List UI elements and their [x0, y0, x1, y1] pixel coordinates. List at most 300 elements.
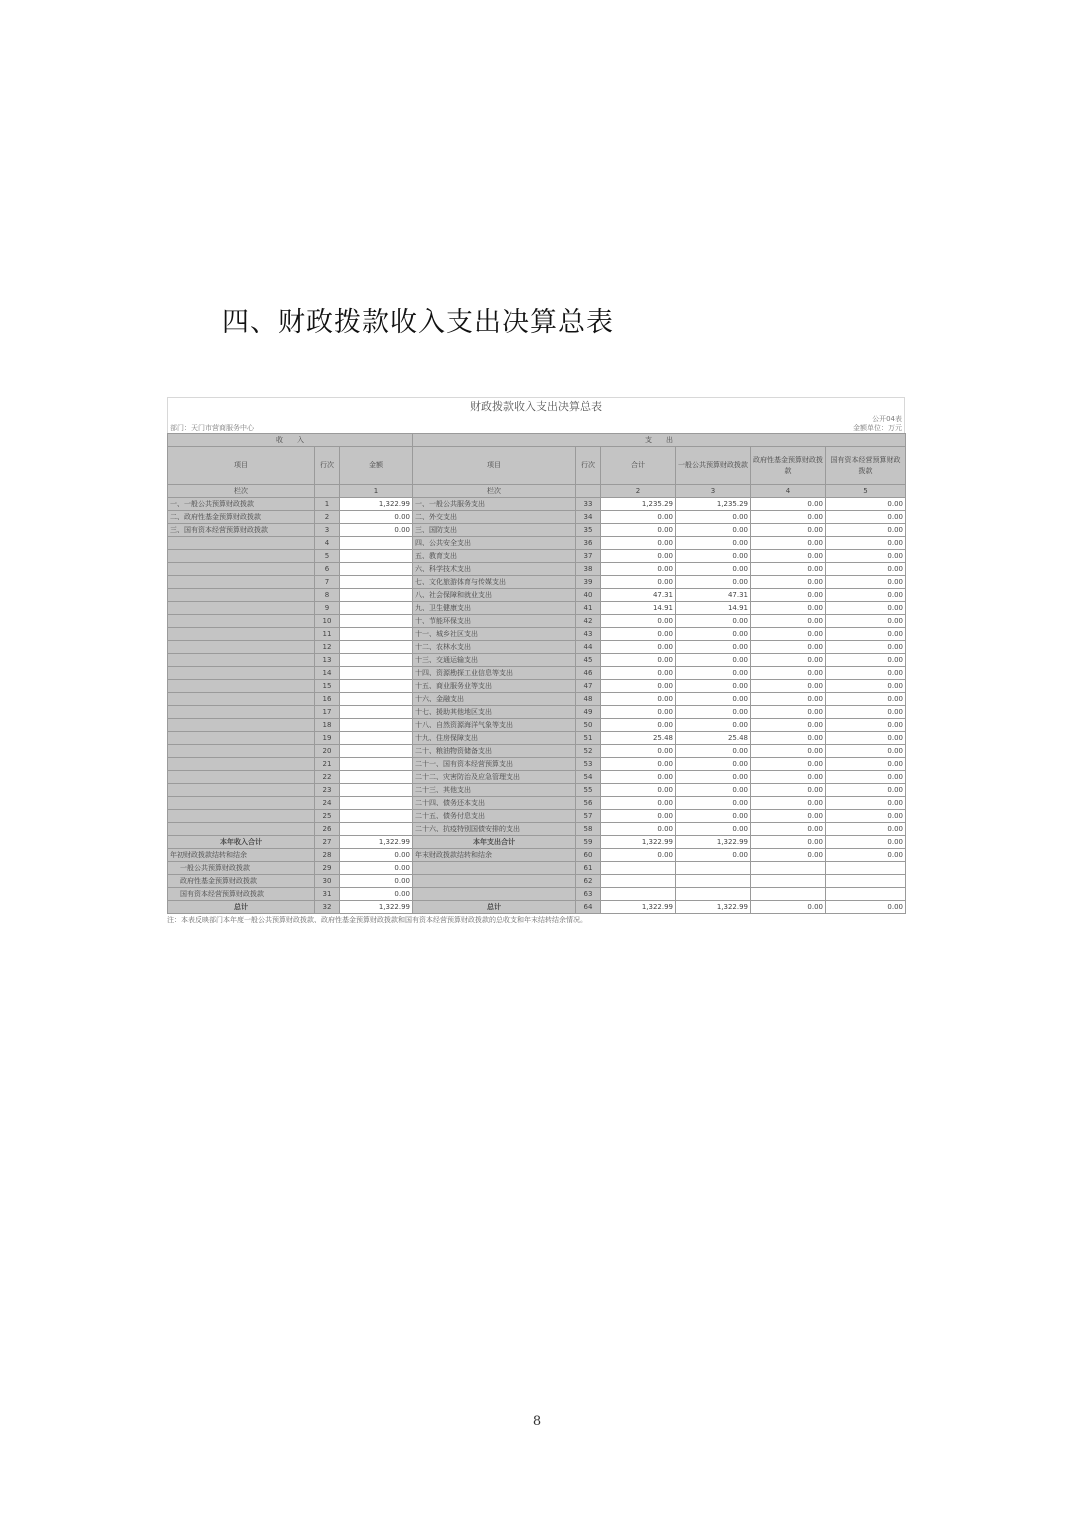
table-cell: 0.00	[826, 771, 906, 784]
table-cell: 0.00	[751, 563, 826, 576]
table-row	[168, 719, 906, 732]
table-cell: 本年收入合计	[168, 836, 315, 849]
table-cell	[340, 823, 413, 836]
table-cell	[340, 771, 413, 784]
table-cell: 0.00	[601, 823, 676, 836]
table-cell	[168, 732, 315, 745]
table-cell: 57	[576, 810, 601, 823]
table-cell: 0.00	[601, 524, 676, 537]
table-cell: 25	[315, 810, 340, 823]
table-cell	[168, 784, 315, 797]
table-cell: 36	[576, 537, 601, 550]
table-cell	[601, 875, 676, 888]
table-cell: 0.00	[601, 680, 676, 693]
table-row	[168, 797, 906, 810]
table-cell: 0.00	[601, 667, 676, 680]
table-cell	[413, 862, 576, 875]
table-cell: 38	[576, 563, 601, 576]
table-cell: 二十五、债务付息支出	[413, 810, 576, 823]
table-cell: 0.00	[751, 719, 826, 732]
column-header-row	[168, 447, 906, 485]
table-cell: 14	[315, 667, 340, 680]
col-state-capital: 国有资本经营预算财政拨款	[826, 447, 906, 485]
col-item: 项目	[168, 447, 315, 485]
table-cell: 1,322.99	[340, 498, 413, 511]
table-cell: 0.00	[826, 680, 906, 693]
table-cell: 十、节能环保支出	[413, 615, 576, 628]
table-cell: 0.00	[751, 498, 826, 511]
table-cell: 40	[576, 589, 601, 602]
department: 部门：天门市营商服务中心	[170, 424, 254, 432]
table-cell: 25.48	[601, 732, 676, 745]
table-cell: 1,235.29	[601, 498, 676, 511]
section-header-row	[168, 434, 906, 447]
table-cell: 0.00	[601, 628, 676, 641]
table-cell: 年初财政拨款结转和结余	[168, 849, 315, 862]
table-cell: 0.00	[751, 836, 826, 849]
table-cell: 0.00	[676, 511, 751, 524]
table-cell: 52	[576, 745, 601, 758]
table-cell: 49	[576, 706, 601, 719]
table-cell: 46	[576, 667, 601, 680]
table-cell: 17	[315, 706, 340, 719]
table-cell: 0.00	[826, 498, 906, 511]
col-line: 行次	[315, 447, 340, 485]
table-cell: 0.00	[340, 849, 413, 862]
table-row	[168, 745, 906, 758]
table-cell: 1	[315, 498, 340, 511]
table-cell	[340, 537, 413, 550]
table-cell: 0.00	[340, 875, 413, 888]
form-code-row	[167, 415, 905, 424]
table-cell	[168, 641, 315, 654]
table-cell	[340, 719, 413, 732]
table-cell: 0.00	[676, 628, 751, 641]
table-cell: 0.00	[676, 576, 751, 589]
table-row	[168, 810, 906, 823]
table-cell: 0.00	[826, 550, 906, 563]
table-cell: 28	[315, 849, 340, 862]
table-cell	[168, 550, 315, 563]
table-cell: 0.00	[601, 771, 676, 784]
lanci-blank	[315, 485, 340, 498]
table-cell: 0.00	[826, 849, 906, 862]
lanci-c1: 1	[340, 485, 413, 498]
lanci-row	[168, 485, 906, 498]
table-cell	[168, 615, 315, 628]
table-cell: 7	[315, 576, 340, 589]
table-cell: 63	[576, 888, 601, 901]
table-cell: 0.00	[676, 641, 751, 654]
table-cell: 54	[576, 771, 601, 784]
table-cell: 61	[576, 862, 601, 875]
table-cell: 0.00	[340, 511, 413, 524]
table-cell: 0.00	[826, 563, 906, 576]
table-cell: 51	[576, 732, 601, 745]
table-cell: 0.00	[751, 654, 826, 667]
table-cell: 12	[315, 641, 340, 654]
table-cell	[168, 628, 315, 641]
table-cell: 34	[576, 511, 601, 524]
table-cell: 47	[576, 680, 601, 693]
table-cell: 0.00	[601, 615, 676, 628]
table-cell: 二十三、其他支出	[413, 784, 576, 797]
table-cell: 二、外交支出	[413, 511, 576, 524]
table-cell: 二十六、抗疫特别国债安排的支出	[413, 823, 576, 836]
table-cell: 十九、住房保障支出	[413, 732, 576, 745]
table-row	[168, 563, 906, 576]
table-cell: 0.00	[751, 758, 826, 771]
table-row	[168, 524, 906, 537]
table-row	[168, 641, 906, 654]
table-cell: 31	[315, 888, 340, 901]
lanci-label2: 栏次	[413, 485, 576, 498]
table-note: 注：本表反映部门本年度一般公共预算财政拨款、政府性基金预算财政拨款和国有资本经营预算财政拨款的总收支和年末结转结余情况。	[167, 916, 587, 924]
table-cell: 0.00	[751, 511, 826, 524]
table-cell: 47.31	[601, 589, 676, 602]
table-cell: 13	[315, 654, 340, 667]
table-cell: 22	[315, 771, 340, 784]
table-cell: 0.00	[826, 784, 906, 797]
table-cell: 0.00	[676, 745, 751, 758]
table-cell	[168, 602, 315, 615]
table-cell: 一、一般公共预算财政拨款	[168, 498, 315, 511]
table-cell: 16	[315, 693, 340, 706]
table-cell: 26	[315, 823, 340, 836]
table-cell: 0.00	[340, 888, 413, 901]
table-cell: 3	[315, 524, 340, 537]
table-cell: 29	[315, 862, 340, 875]
table-cell: 1,322.99	[340, 901, 413, 914]
table-cell: 二十二、灾害防治及应急管理支出	[413, 771, 576, 784]
table-row	[168, 498, 906, 511]
table-cell	[168, 576, 315, 589]
table-cell: 25.48	[676, 732, 751, 745]
table-cell: 55	[576, 784, 601, 797]
table-cell	[340, 654, 413, 667]
table-cell	[340, 680, 413, 693]
table-cell: 总计	[413, 901, 576, 914]
table-cell: 32	[315, 901, 340, 914]
table-cell: 0.00	[751, 784, 826, 797]
table-cell: 十六、金融支出	[413, 693, 576, 706]
table-cell	[168, 667, 315, 680]
table-cell: 国有资本经营预算财政拨款	[168, 888, 315, 901]
table-cell: 0.00	[751, 641, 826, 654]
table-cell: 58	[576, 823, 601, 836]
table-cell: 十三、交通运输支出	[413, 654, 576, 667]
table-cell: 20	[315, 745, 340, 758]
table-cell: 0.00	[601, 641, 676, 654]
table-cell	[413, 875, 576, 888]
table-cell	[168, 654, 315, 667]
table-cell: 0.00	[340, 524, 413, 537]
table-cell	[340, 706, 413, 719]
table-cell: 0.00	[601, 719, 676, 732]
table-cell: 0.00	[601, 537, 676, 550]
table-cell: 0.00	[826, 602, 906, 615]
table-row	[168, 784, 906, 797]
table-cell: 九、卫生健康支出	[413, 602, 576, 615]
table-cell	[340, 758, 413, 771]
table-cell: 33	[576, 498, 601, 511]
table-cell: 0.00	[751, 706, 826, 719]
table-cell: 64	[576, 901, 601, 914]
table-cell: 二、政府性基金预算财政拨款	[168, 511, 315, 524]
table-cell	[340, 797, 413, 810]
dept-row	[167, 424, 905, 433]
col-general-budget: 一般公共预算财政拨款	[676, 447, 751, 485]
table-cell	[340, 641, 413, 654]
table-row	[168, 537, 906, 550]
table-row	[168, 849, 906, 862]
table-cell: 0.00	[751, 667, 826, 680]
table-cell: 0.00	[601, 797, 676, 810]
table-cell: 0.00	[751, 602, 826, 615]
table-cell: 年末财政拨款结转和结余	[413, 849, 576, 862]
table-cell: 八、社会保障和就业支出	[413, 589, 576, 602]
table-cell: 0.00	[751, 615, 826, 628]
table-cell: 一般公共预算财政拨款	[168, 862, 315, 875]
table-cell: 0.00	[826, 719, 906, 732]
table-cell: 27	[315, 836, 340, 849]
table-cell: 62	[576, 875, 601, 888]
table-cell: 0.00	[751, 693, 826, 706]
table-cell: 二十四、债务还本支出	[413, 797, 576, 810]
table-cell: 0.00	[751, 849, 826, 862]
table-cell: 18	[315, 719, 340, 732]
table-cell: 0.00	[751, 628, 826, 641]
table-cell: 三、国防支出	[413, 524, 576, 537]
table-cell: 1,322.99	[340, 836, 413, 849]
table-cell	[826, 888, 906, 901]
table-cell: 0.00	[601, 849, 676, 862]
table-row	[168, 680, 906, 693]
table-cell: 0.00	[751, 524, 826, 537]
table-cell: 0.00	[601, 784, 676, 797]
table-cell: 0.00	[601, 550, 676, 563]
table-row	[168, 628, 906, 641]
table-cell: 0.00	[601, 810, 676, 823]
table-cell	[340, 615, 413, 628]
table-cell: 50	[576, 719, 601, 732]
table-cell	[340, 563, 413, 576]
table-row	[168, 823, 906, 836]
table-cell	[601, 862, 676, 875]
table-cell: 0.00	[676, 615, 751, 628]
table-cell	[168, 823, 315, 836]
table-cell: 0.00	[751, 550, 826, 563]
table-row	[168, 888, 906, 901]
table-cell: 0.00	[751, 797, 826, 810]
table-cell: 七、文化旅游体育与传媒支出	[413, 576, 576, 589]
table-cell: 14.91	[601, 602, 676, 615]
table-cell	[340, 732, 413, 745]
table-cell: 0.00	[601, 511, 676, 524]
table-cell	[340, 550, 413, 563]
expense-header: 支 出	[413, 434, 906, 447]
table-cell: 42	[576, 615, 601, 628]
table-cell: 8	[315, 589, 340, 602]
table-cell: 0.00	[826, 797, 906, 810]
table-row	[168, 550, 906, 563]
lanci-blank2	[576, 485, 601, 498]
table-cell: 24	[315, 797, 340, 810]
table-cell: 0.00	[676, 784, 751, 797]
table-cell: 56	[576, 797, 601, 810]
table-cell: 总计	[168, 901, 315, 914]
table-cell	[168, 693, 315, 706]
table-cell: 本年支出合计	[413, 836, 576, 849]
table-cell: 0.00	[826, 901, 906, 914]
lanci-c3: 3	[676, 485, 751, 498]
table-cell: 2	[315, 511, 340, 524]
table-cell: 0.00	[826, 810, 906, 823]
table-cell: 0.00	[751, 810, 826, 823]
col-amount: 金额	[340, 447, 413, 485]
table-cell: 0.00	[676, 693, 751, 706]
table-cell	[751, 875, 826, 888]
table-cell: 0.00	[826, 576, 906, 589]
table-cell: 0.00	[751, 732, 826, 745]
table-cell: 0.00	[751, 589, 826, 602]
table-cell: 39	[576, 576, 601, 589]
table-cell: 0.00	[826, 732, 906, 745]
col-gov-fund: 政府性基金预算财政拨款	[751, 447, 826, 485]
table-cell	[413, 888, 576, 901]
table-cell: 0.00	[751, 680, 826, 693]
table-cell: 0.00	[826, 823, 906, 836]
col-total: 合计	[601, 447, 676, 485]
table-row	[168, 732, 906, 745]
table-cell: 0.00	[826, 758, 906, 771]
unit: 金额单位：万元	[853, 424, 902, 432]
table-cell: 9	[315, 602, 340, 615]
table-cell: 0.00	[826, 706, 906, 719]
table-cell	[340, 628, 413, 641]
table-cell: 0.00	[751, 745, 826, 758]
table-cell: 0.00	[751, 823, 826, 836]
table-cell: 0.00	[826, 654, 906, 667]
lanci-c5: 5	[826, 485, 906, 498]
lanci-c4: 4	[751, 485, 826, 498]
table-cell: 0.00	[676, 706, 751, 719]
table-cell: 十五、商业服务业等支出	[413, 680, 576, 693]
table-cell: 23	[315, 784, 340, 797]
spreadsheet-image	[167, 397, 905, 925]
table-cell: 0.00	[676, 563, 751, 576]
lanci-label: 栏次	[168, 485, 315, 498]
table-cell	[826, 862, 906, 875]
table-cell: 0.00	[826, 836, 906, 849]
table-cell	[826, 875, 906, 888]
table-cell: 43	[576, 628, 601, 641]
table-cell	[340, 667, 413, 680]
income-header: 收 入	[168, 434, 413, 447]
table-row	[168, 758, 906, 771]
table-cell: 0.00	[826, 745, 906, 758]
page-heading: 四、财政拨款收入支出决算总表	[222, 307, 614, 338]
table-cell: 十一、城乡社区支出	[413, 628, 576, 641]
table-cell	[168, 563, 315, 576]
table-cell: 十四、资源勘探工业信息等支出	[413, 667, 576, 680]
col-item2: 项目	[413, 447, 576, 485]
table-cell: 0.00	[601, 654, 676, 667]
table-cell: 1,322.99	[676, 901, 751, 914]
table-cell: 15	[315, 680, 340, 693]
table-cell: 11	[315, 628, 340, 641]
table-cell: 0.00	[826, 628, 906, 641]
table-row	[168, 875, 906, 888]
form-code: 公开04表	[872, 415, 902, 423]
table-cell	[340, 576, 413, 589]
table-cell	[340, 745, 413, 758]
table-cell	[168, 810, 315, 823]
table-cell: 一、一般公共服务支出	[413, 498, 576, 511]
table-cell	[676, 875, 751, 888]
table-cell: 0.00	[676, 680, 751, 693]
table-cell: 六、科学技术支出	[413, 563, 576, 576]
table-cell	[340, 810, 413, 823]
table-row	[168, 706, 906, 719]
table-cell	[601, 888, 676, 901]
table-cell: 0.00	[826, 589, 906, 602]
table-cell: 0.00	[826, 537, 906, 550]
table-row	[168, 771, 906, 784]
table-cell: 1,322.99	[676, 836, 751, 849]
table-cell	[168, 589, 315, 602]
table-row	[168, 511, 906, 524]
table-cell	[340, 602, 413, 615]
table-cell	[168, 680, 315, 693]
table-cell: 5	[315, 550, 340, 563]
col-line2: 行次	[576, 447, 601, 485]
table-row	[168, 836, 906, 849]
table-cell: 0.00	[826, 641, 906, 654]
table-cell: 0.00	[826, 693, 906, 706]
table-cell: 0.00	[751, 576, 826, 589]
table-row	[168, 667, 906, 680]
table-cell: 6	[315, 563, 340, 576]
table-cell	[168, 719, 315, 732]
table-cell: 53	[576, 758, 601, 771]
table-cell	[168, 706, 315, 719]
table-cell: 37	[576, 550, 601, 563]
table-cell	[340, 693, 413, 706]
table-cell: 二十一、国有资本经营预算支出	[413, 758, 576, 771]
table-row	[168, 901, 906, 914]
budget-table	[167, 433, 906, 914]
table-cell: 0.00	[601, 758, 676, 771]
table-cell	[168, 771, 315, 784]
table-cell: 0.00	[676, 719, 751, 732]
table-cell: 1,322.99	[601, 836, 676, 849]
table-cell: 0.00	[826, 511, 906, 524]
table-cell: 0.00	[676, 654, 751, 667]
table-cell: 44	[576, 641, 601, 654]
table-cell: 21	[315, 758, 340, 771]
table-row	[168, 602, 906, 615]
table-cell	[676, 862, 751, 875]
table-title: 财政拨款收入支出决算总表	[167, 397, 905, 415]
table-cell	[168, 758, 315, 771]
table-cell: 0.00	[676, 537, 751, 550]
table-cell: 0.00	[601, 693, 676, 706]
table-cell: 35	[576, 524, 601, 537]
table-cell: 1,322.99	[601, 901, 676, 914]
table-cell: 0.00	[751, 901, 826, 914]
table-cell: 59	[576, 836, 601, 849]
